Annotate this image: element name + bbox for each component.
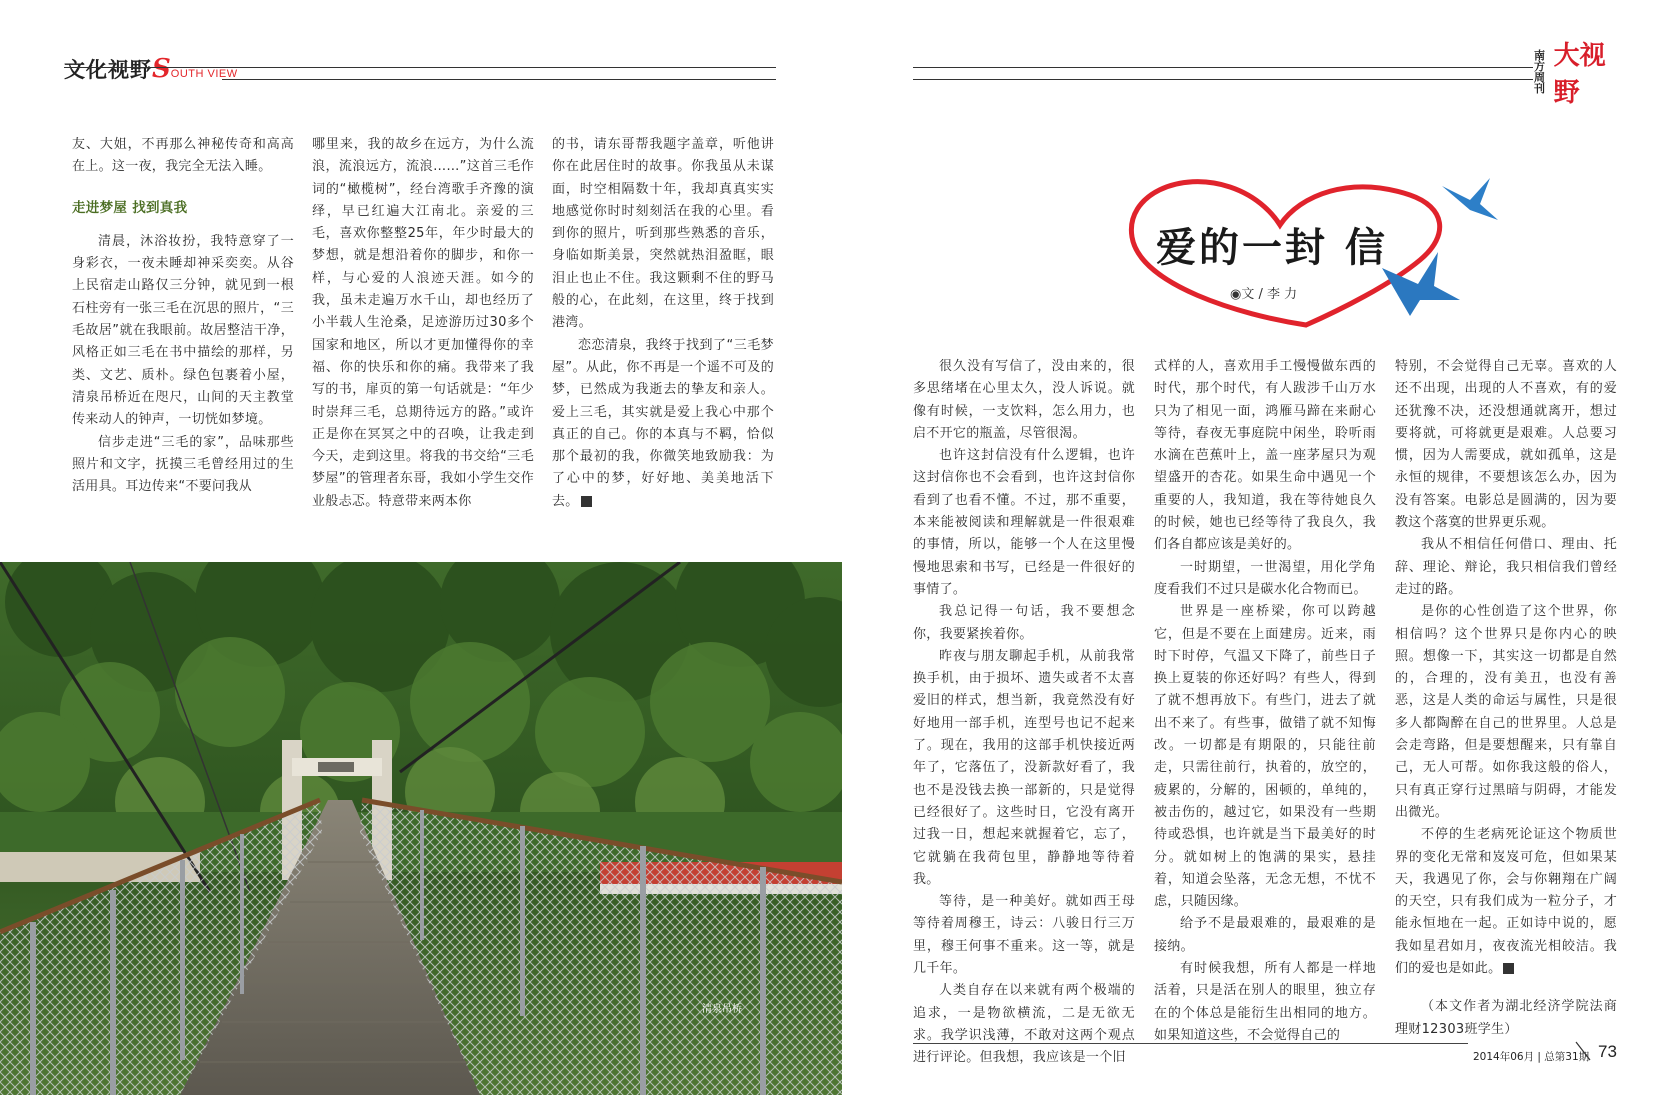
header-rule-top-right (913, 67, 1533, 68)
right-column-3 (1395, 356, 1617, 1041)
paragraph: 等待，是一种美好。就如西王母等待着周穆王，诗云：八骏日行三万里，穆王何事不重来。这一等，就是几千年。 (913, 894, 1135, 977)
end-mark: V (1503, 963, 1514, 974)
bridge-photo-drawing (0, 562, 842, 1095)
paragraph: 很久没有写信了，没由来的，很多思绪堵在心里太久，没人诉说。就像有时候，一支饮料，怎么用力，也启不开它的瓶盖，尽管很渴。 (913, 359, 1135, 441)
bridge-photo (0, 562, 842, 1095)
paragraph: 哪里来，我的故乡在远方，为什么流浪，流浪远方，流浪……”这首三毛作词的“橄榄树”，经台湾歌手齐豫的演绎，早已红遍大江南北。亲爱的三毛，喜欢你整整25年，年少时最大的梦想，就是想沿着你的脚步，和你一样，与心爱的人浪迹天涯。如今的我，虽未走遍万水千山，却也经历了小半载人生沧桑，足迹游历过30多个国家和地区，所以才更加懂得你的幸福、你的快乐和你的痛。我带来了我写的书，扉页的第一句话就是：“年少时崇拜三毛，总期待远方的路。”或许正是你在冥冥之中的召唤，让我走到今天，走到这里。将我的书交给“三毛梦屋”的管理者东哥，我如小学生交作业般忐忑。特意带来两本你 (312, 137, 534, 509)
paragraph: 给予不是最艰难的，最艰难的是接纳。 (1154, 916, 1376, 954)
south-view-s-letter: S (152, 54, 171, 84)
paragraph: 信步走进“三毛的家”，品味那些照片和文字，抚摸三毛曾经用过的生活用具。耳边传来“不要问我从 (72, 434, 294, 495)
blue-bird-small-icon (1440, 176, 1500, 224)
photo-caption: 清泉吊桥 (702, 1004, 742, 1015)
footer-rule (913, 1043, 1468, 1044)
article-title: 爱的一封 信 (1156, 224, 1388, 271)
right-column-1 (913, 356, 1135, 1070)
paragraph: 友、大姐，不再那么神秘传奇和高高在上。这一夜，我完全无法入睡。 (72, 137, 294, 175)
left-page-header (64, 54, 238, 84)
header-rule-bottom-right (913, 79, 1533, 80)
paragraph: 昨夜与朋友聊起手机，从前我常换手机，由于损坏、遗失或者不太喜爱旧的样式，想当新，我竟然没有好好地用一部手机，连型号也记不起来了。现在，我用的这部手机快接近两年了，它落伍了，没新款好看了，我也不是没钱去换一部新的，只是觉得已经很好了。这些时日，它没有离开过我一日，想起来就握着它，忘了，它就躺在我荷包里，静静地等待着我。 (913, 648, 1135, 887)
right-column-2 (1154, 356, 1376, 1047)
paragraph: 我从不相信任何借口、理由、托辞、理论、辩论，我只相信我们曾经走过的路。 (1395, 537, 1617, 597)
paragraph: 清晨，沐浴妆扮，我特意穿了一身彩衣，一夜未睡却神采奕奕。从谷上民宿走山路仅三分钟，就见到一根石柱旁有一张三毛在沉思的照片，“三毛故居”就在我眼前。故居整洁干净，风格正如三毛在书中描绘的那样，另类、文艺、质朴。绿色包裹着小屋，清泉吊桥近在咫尺，山间的天主教堂传来动人的钟声，一切恍如梦境。 (72, 233, 294, 428)
left-column-2 (312, 134, 534, 513)
footer-slash-icon (1574, 1040, 1592, 1062)
author-note: （本文作者为湖北经济学院法商理财12303班学生） (1395, 999, 1617, 1037)
footer-issue-info: 2014年06月 | 总第31期 (1473, 1051, 1590, 1063)
south-view-label: OUTH VIEW (170, 68, 238, 80)
paragraph: 人类自存在以来就有两个极端的追求，一是物欲横流，二是无欲无求。我学识浅薄，不敢对这两个观点进行评论。但我想，我应该是一个旧 (913, 983, 1135, 1066)
paragraph: 的书，请东哥帮我题字盖章，听他讲你在此居住时的故事。你我虽从未谋面，时空相隔数十年，我却真真实实地感觉你时时刻刻活在我的心里。看到你的照片，听到那些熟悉的音乐，身临如斯美景，突然就热泪盈眶，眼泪止也止不住。我这颗剩不住的野马般的心，在此刻，在这里，终于找到港湾。 (552, 137, 774, 331)
paragraph: 特别，不会觉得自己无辜。喜欢的人还不出现，出现的人不喜欢，有的爱还犹豫不决，还没想通就离开，想过要将就，可将就更是艰难。人总要习惯，因为人需要成，就如孤单，这是永恒的规律，不要想该怎么办，因为没有答案。电影总是圆满的，因为要教这个落寞的世界更乐观。 (1395, 359, 1617, 531)
header-rule-top-left (64, 67, 776, 68)
paragraph (1395, 824, 1617, 980)
left-column-1 (72, 134, 294, 498)
blue-bird-large-icon (1380, 250, 1462, 318)
paragraph: 有时候我想，所有人都是一样地活着，只是活在别人的眼里，独立存在的个体总是能衍生出相同的地方。如果知道这些，不会觉得自己的 (1154, 961, 1376, 1043)
paragraph: 也许这封信没有什么逻辑，也许这封信你也不会看到，也许这封信你看到了也看不懂。不过，那不重要，本来能被阅读和理解就是一件很艰难的事情，所以，能够一个人在这里慢慢地思索和书写，已经是一件很好的事情了。 (913, 448, 1135, 597)
end-mark: V (581, 496, 592, 507)
right-page-header-brand (1534, 41, 1616, 108)
paragraph: 一时期望，一世渴望，用化学角度看我们不过只是碳水化合物而已。 (1154, 559, 1376, 597)
paragraph: 式样的人，喜欢用手工慢慢做东西的时代，那个时代，有人跋涉千山万水只为了相见一面，鸿雁马蹄在来耐心等待，春夜无事庭院中闲坐，聆听雨水滴在芭蕉叶上，盖一座茅屋只为观望盛开的杏花。如果生命中遇见一个重要的人，我知道，我在等待她良久的时候，她也已经等待了我良久，我们各自都应该是美好的。 (1154, 359, 1376, 553)
header-rule-bottom-left (222, 79, 776, 80)
article-byline: ◉文 / 李 力 (1230, 287, 1298, 302)
section-title: 文化视野 (64, 57, 152, 82)
brand-small-top: 南方 (1534, 49, 1545, 73)
paragraph-text: 不停的生老病死论证这个物质世界的变化无常和岌岌可危，但如果某天，我遇见了你，会与你翱翔在广阔的天空，只有我们成为一粒分子，才能永恒地在一起。正如诗中说的，愿我如星君如月，夜夜流光相皎洁。我们的爱也是如此。 (1395, 827, 1617, 977)
paragraph-text: 恋恋清泉，我终于找到了“三毛梦屋”。从此，你不再是一个遥不可及的梦，已然成为我逝去的挚友和亲人。爱上三毛，其实就是爱上我心中那个真正的自己。你的本真与不羁，恰似那个最初的我，你微笑地致励我：为了心中的梦，好好地、美美地活下去。 (552, 337, 774, 509)
paragraph: 是你的心性创造了这个世界，你相信吗？这个世界只是你内心的映照。想像一下，其实这一切都是自然的，合理的，没有美丑，也没有善恶，这是人类的命运与属性，只是很多人都陶醉在自己的世界里。人总是会走弯路，但是要想醒来，只有靠自己，无人可帮。如你我这般的俗人，只有真正穿行过黑暗与阴碍，才能发出微光。 (1395, 604, 1617, 820)
subheading: 走进梦屋 找到真我 (72, 199, 188, 216)
brand-logo-text: 大视野 (1553, 41, 1606, 108)
brand-small-bottom: 周刊 (1534, 71, 1545, 95)
paragraph: 世界是一座桥梁，你可以跨越它，但是不要在上面建房。近来，雨时下时停，气温又下降了，前些日子换上夏装的你还好吗？有些人，得到了就不想再放下。有些门，进去了就出不来了。有些事，做错了就不知悔改。一切都是有期限的，只能往前走，只需往前行，执着的，放空的，疲累的，分解的，困顿的，单纯的，被击伤的，越过它，如果没有一些期待或恐惧，也许就是当下最美好的时分。就如树上的饱满的果实，悬挂着，知道会坠落，无念无想，不忧不虑，只随因缘。 (1154, 604, 1376, 910)
paragraph: 我总记得一句话，我不要想念你，我要紧挨着你。 (913, 604, 1135, 642)
page-number: 73 (1598, 1042, 1617, 1061)
paragraph (552, 335, 774, 513)
left-column-3 (552, 134, 774, 513)
brand-small-stack (1534, 50, 1552, 94)
